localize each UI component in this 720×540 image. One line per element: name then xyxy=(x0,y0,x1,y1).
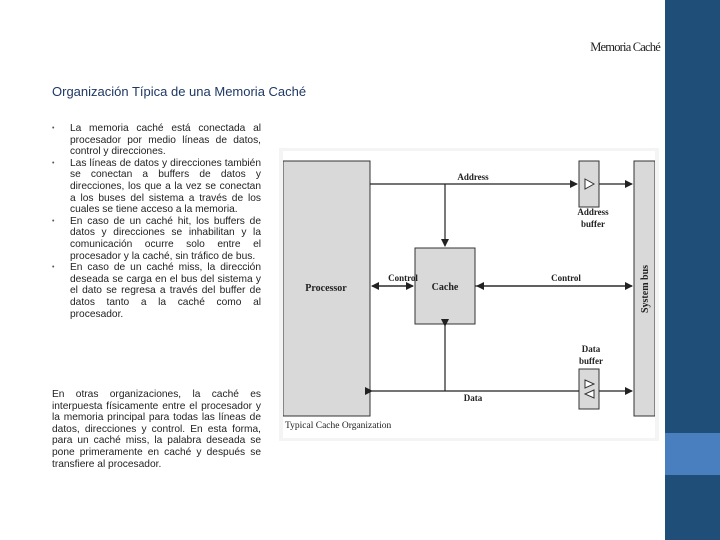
data-buffer-label-1: Data xyxy=(581,344,601,354)
bullet-text: La memoria caché está conectada al procesador por medio líneas de datos, control y direcciones. xyxy=(70,123,261,158)
cache-organization-figure xyxy=(283,151,655,438)
body-paragraph: En otras organizaciones, la caché es interpuesta físicamente entre el procesador y la memoria principal para todas las líneas de datos, direcciones y control. En esta forma, para un caché miss, la palabra deseada se pone primeramente en caché y después se transfiere al procesador. xyxy=(52,389,261,470)
data-buffer-box xyxy=(579,369,599,409)
sidebar-accent-bottom xyxy=(665,475,720,540)
bullet-marker: • xyxy=(52,159,55,167)
header-title: Memoria Caché xyxy=(590,40,660,54)
cache-organization-diagram xyxy=(283,151,655,438)
address-buffer-label-1: Address xyxy=(577,207,609,217)
cache-label: Cache xyxy=(431,282,459,293)
bullet-item xyxy=(52,158,261,216)
bullet-text: En caso de un caché miss, la dirección deseada se carga en el bus del sistema y el dato se regresa a través del buffer de datos tanto a la caché como al procesador. xyxy=(70,262,261,320)
bullet-marker: • xyxy=(52,125,55,132)
bullet-item xyxy=(52,216,261,262)
control-left-label: Control xyxy=(388,273,418,283)
bullet-item xyxy=(52,123,261,158)
bullet-marker: • xyxy=(52,217,55,225)
data-buffer-label-2: buffer xyxy=(579,356,603,366)
bullet-item xyxy=(52,262,261,320)
bullet-text: En caso de un caché hit, los buffers de datos y direcciones se inhabilitan y la comunicación ocurre solo entre el procesador y la caché, sin tráfico de bus. xyxy=(70,215,261,262)
system-bus-label: System bus xyxy=(640,264,651,314)
control-right-label: Control xyxy=(551,273,581,283)
processor-label: Processor xyxy=(305,283,347,294)
sidebar-accent-middle xyxy=(665,433,720,475)
address-buffer-label-2: buffer xyxy=(581,219,605,229)
figure-caption: Typical Cache Organization xyxy=(285,421,392,431)
data-line-label: Data xyxy=(463,393,483,403)
bullet-list xyxy=(52,123,261,320)
sidebar-accent-top xyxy=(665,0,720,433)
address-line-label: Address xyxy=(457,172,489,182)
slide-title: Organización Típica de una Memoria Caché xyxy=(52,84,307,99)
bullet-text: Las líneas de datos y direcciones también se conectan a buffers de datos y direcciones, los que a la vez se conectan a los buses del sistema a través de los cuales se tiene acceso a la memoria. xyxy=(70,157,261,216)
bullet-marker: • xyxy=(52,264,55,272)
